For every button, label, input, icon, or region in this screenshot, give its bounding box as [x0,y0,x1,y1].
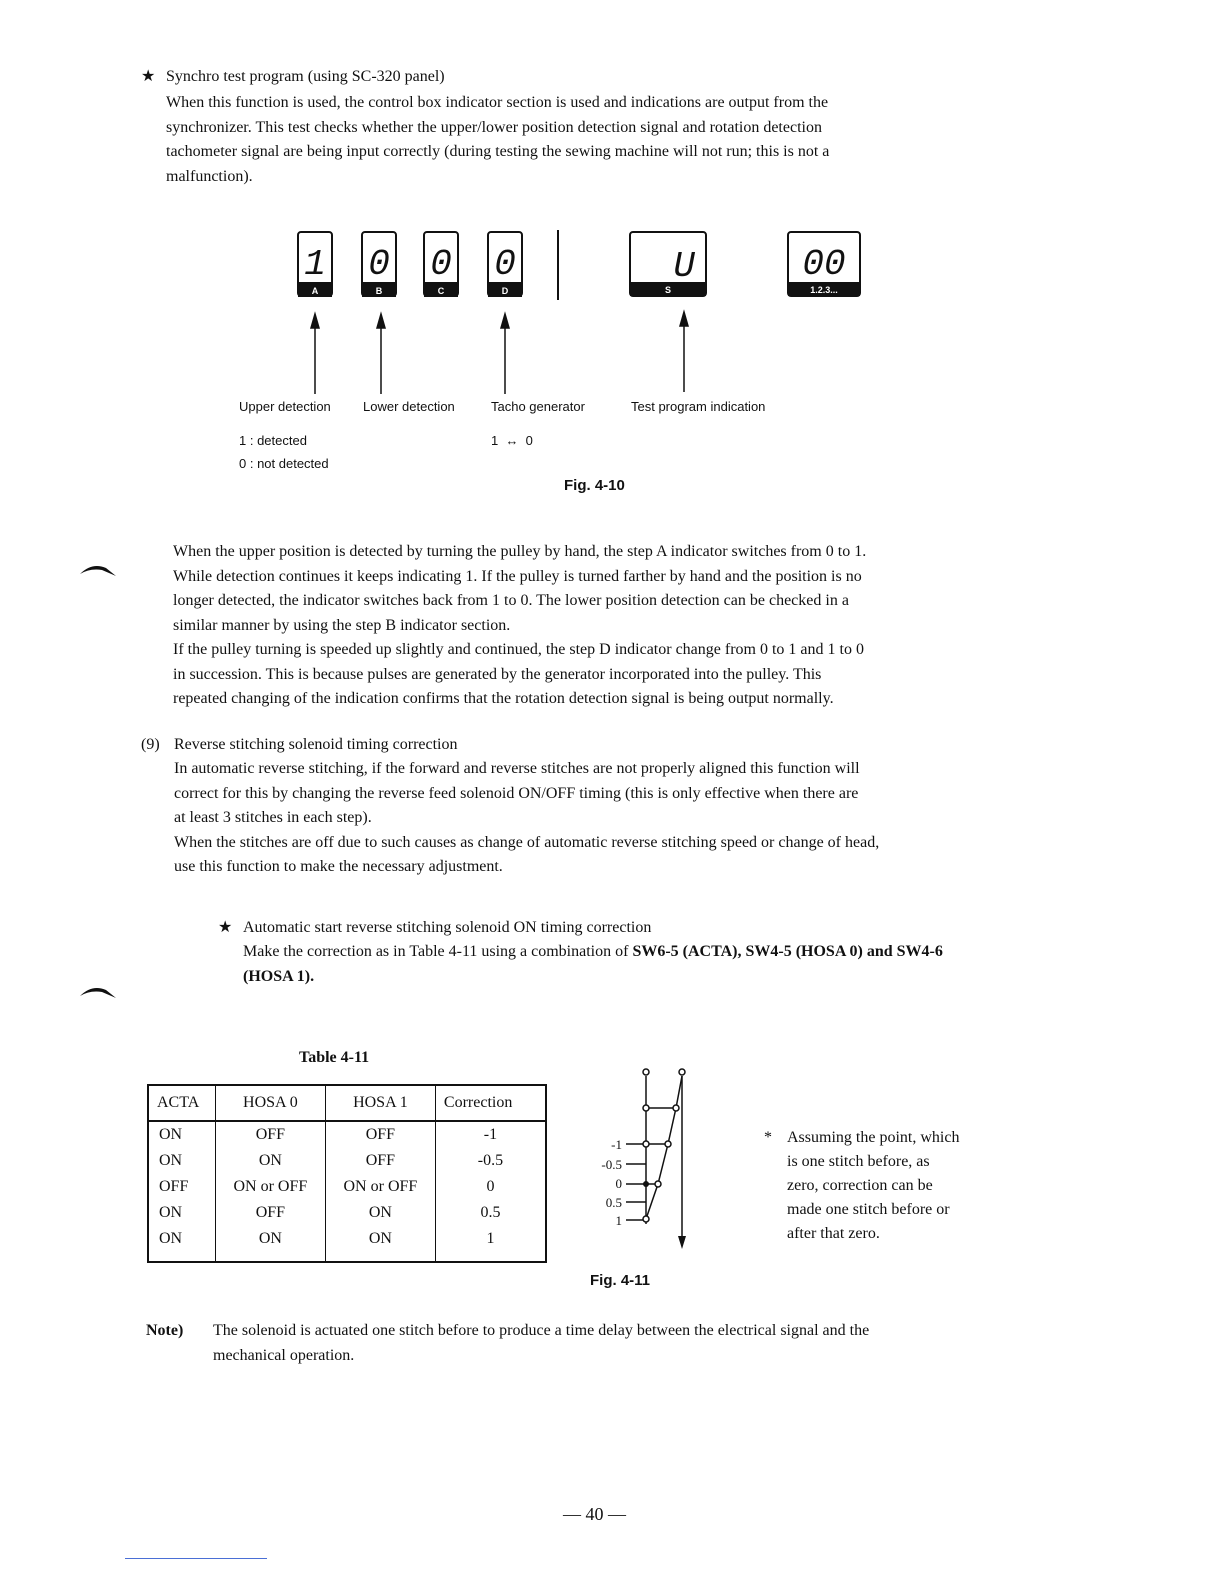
table-cell: OFF [325,1148,435,1174]
fig-4-11-note-star: * [764,1129,772,1146]
fig-note-line: made one stitch before or [787,1201,950,1218]
fig-4-11-diagram [582,1064,702,1254]
fig-note-line: Assuming the point, which [787,1129,960,1146]
body-line: While detection continues it keeps indicating 1. If the pulley is turned farther by hand and the position is no [173,567,862,585]
intro-line: tachometer signal are being input correctly (during testing the sewing machine will not run; this is not a [166,143,830,160]
scale-label: 0 [615,1176,622,1191]
table-cell: -1 [435,1121,546,1148]
scale-label: 1 [615,1213,622,1228]
fig-note-line: is one stitch before, as [787,1153,930,1170]
table-cell: 1 [435,1226,546,1262]
table-cell: 0.5 [435,1200,546,1226]
scale-label: 0.5 [605,1195,622,1210]
sub-item-line1-bold: SW6-5 (ACTA), SW4-5 (HOSA 0) and SW4-6 [632,943,943,960]
item-9-title: Reverse stitching solenoid timing correction [174,736,458,753]
digit-d-value: 0 [494,244,516,285]
table-cell: ON [159,1126,183,1143]
table-row [148,1174,546,1200]
scale-label: -0.5 [601,1157,622,1172]
table-header-row [148,1085,546,1121]
fig-4-10-caption: Fig. 4-10 [564,477,625,494]
digit-d-tag: D [501,286,509,296]
note-label: Note) [146,1322,184,1339]
scale-label: -1 [611,1137,622,1152]
table-cell: 0 [435,1174,546,1200]
table-4-11 [147,1084,547,1263]
table-4-11-caption: Table 4-11 [299,1049,370,1066]
sub-item-line1 [243,940,943,964]
digit-b-tag: B [375,286,383,296]
arrow-tacho [501,314,509,394]
s-display-tag: S [664,285,672,295]
section-intro [166,91,829,189]
intro-line: synchronizer. This test checks whether the upper/lower position detection signal and rotation detection [166,118,822,136]
body-line: If the pulley turning is speeded up slightly and continued, the step D indicator change from 0 to 1 and 1 to 0 [173,641,864,658]
digit-display-b [362,232,396,297]
item-9-line: correct for this by changing the reverse feed solenoid ON/OFF timing (this is only effective when there are [174,784,859,802]
label-tacho-generator: Tacho generator [491,399,585,414]
body-line: in succession. This is because pulses are generated by the generator incorporated into the pulley. This [173,665,822,683]
item-9-text [174,757,879,880]
table-row [148,1226,546,1262]
table-cell: ON or OFF [325,1174,435,1200]
section-title: Synchro test program (using SC-320 panel) [166,68,445,85]
sub-item-line2: (HOSA 1). [243,968,315,985]
sub-item-line1-text: Make the correction as in Table 4-11 using a combination of [243,943,633,960]
table-cell: OFF [325,1121,435,1148]
sub-item-star: ★ [218,919,233,936]
table-cell: ON [159,1152,183,1169]
table-cell: ON [159,1230,183,1247]
body-line: longer detected, the indicator switches back from 1 to 0. The lower position detection can be checked in a [173,592,849,609]
count-display-value: 00 [802,244,846,285]
table-cell: ON [159,1204,183,1221]
table-cell: ON [325,1200,435,1226]
digit-c-value: 0 [430,244,452,285]
digit-display-c [424,232,458,297]
digit-a-value: 1 [304,244,326,285]
table-cell: OFF [215,1121,325,1148]
intro-line: malfunction). [166,167,253,185]
tacho-toggle: 1 ↔ 0 [491,433,533,448]
digit-c-tag: C [437,286,445,296]
table-cell: OFF [215,1200,325,1226]
label-upper-detection: Upper detection [239,399,331,414]
fig-4-11-caption: Fig. 4-11 [590,1272,651,1289]
fig-4-11-note [787,1126,959,1246]
fig-note-line: after that zero. [787,1225,880,1242]
table-row [148,1200,546,1226]
margin-mark-icon [78,560,118,578]
table-cell: ON [215,1226,325,1262]
table-cell: ON [215,1148,325,1174]
footer-rule [125,1558,267,1559]
digit-a-tag: A [311,286,319,296]
item-9-line: use this function to make the necessary adjustment. [174,858,503,875]
table-row [148,1121,546,1148]
table-cell: -0.5 [435,1148,546,1174]
arrow-lower [377,314,385,394]
arrow-test [680,312,688,392]
margin-mark-icon [78,982,118,1000]
legend-detected: 1 : detected [239,433,307,448]
intro-line: When this function is used, the control box indicator section is used and indications are output from the [166,94,829,111]
count-display [788,232,860,296]
table-header-cell: Correction [435,1085,546,1121]
note-line: mechanical operation. [213,1346,355,1364]
label-lower-detection: Lower detection [363,399,455,414]
body-line: repeated changing of the indication confirms that the rotation detection signal is being output normally. [173,690,834,707]
legend-not-detected: 0 : not detected [239,456,329,471]
table-header-cell: ACTA [148,1085,215,1121]
body-line: similar manner by using the step B indicator section. [173,616,511,634]
item-9-number: (9) [141,736,160,753]
body-paragraph [173,540,866,712]
digit-display-d [488,232,522,297]
digit-display-a [298,232,332,297]
note-text [213,1319,869,1368]
sub-item-title: Automatic start reverse stitching solenoid ON timing correction [243,919,652,936]
table-header-cell: HOSA 1 [325,1085,435,1121]
table-cell: ON [325,1226,435,1262]
fig-4-10-diagram [280,222,880,402]
table-row [148,1148,546,1174]
table-header-cell: HOSA 0 [215,1085,325,1121]
s-display [630,232,706,296]
table-cell: OFF [159,1178,189,1195]
count-display-tag: 1.2.3... [810,285,838,295]
table-cell: ON or OFF [215,1174,325,1200]
fig-note-line: zero, correction can be [787,1177,933,1194]
section-star: ★ [141,68,156,85]
body-line: When the upper position is detected by turning the pulley by hand, the step A indicator switches from 0 to 1. [173,543,867,560]
page-number: — 40 — [563,1504,626,1524]
s-display-value: U [673,246,695,287]
digit-b-value: 0 [368,244,390,285]
note-line: The solenoid is actuated one stitch before to produce a time delay between the electrical signal and the [213,1322,870,1339]
arrow-upper [311,314,319,394]
item-9-line: In automatic reverse stitching, if the forward and reverse stitches are not properly aligned this function will [174,760,860,777]
item-9-line: at least 3 stitches in each step). [174,809,372,826]
item-9-line: When the stitches are off due to such causes as change of automatic reverse stitching speed or change of head, [174,833,880,851]
label-test-program: Test program indication [631,399,766,414]
